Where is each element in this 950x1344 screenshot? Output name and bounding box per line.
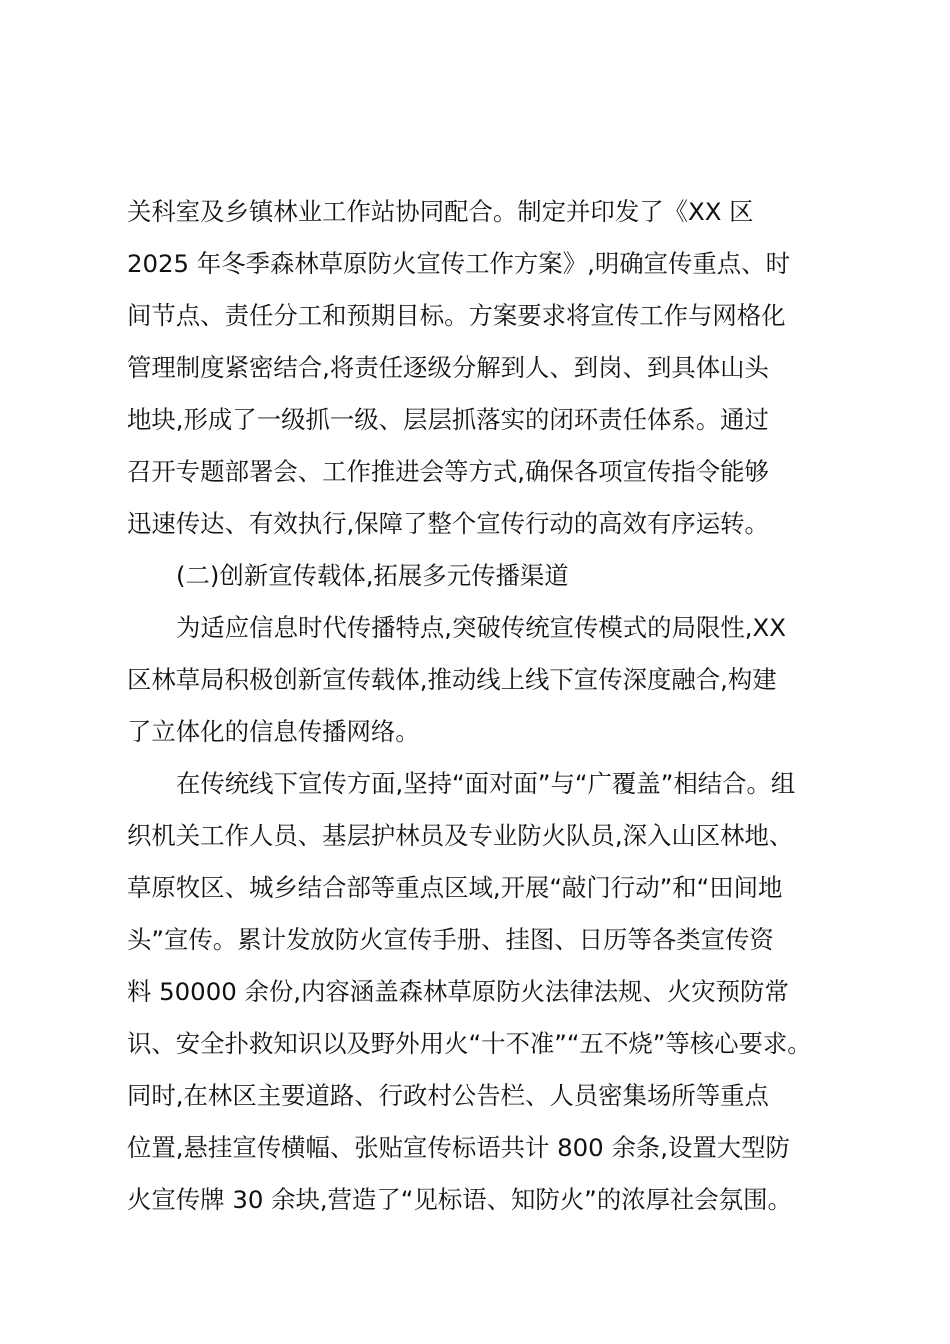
text-line: 草原牧区、城乡结合部等重点区域,开展“敲门行动”和“田间地 [127, 873, 783, 902]
text-line: 地块,形成了一级抓一级、层层抓落实的闭环责任体系。通过 [127, 405, 769, 434]
text-line: 迅速传达、有效执行,保障了整个宣传行动的高效有序运转。 [127, 509, 769, 538]
text-line: 火宣传牌 30 余块,营造了“见标语、知防火”的浓厚社会氛围。 [127, 1185, 792, 1214]
section-heading-text: (二)创新宣传载体,拓展多元传播渠道 [176, 561, 569, 590]
text-line: 召开专题部署会、工作推进会等方式,确保各项宣传指令能够 [127, 457, 769, 486]
text-line: 为适应信息时代传播特点,突破传统宣传模式的局限性,XX [176, 613, 786, 642]
text-line: 同时,在林区主要道路、行政村公告栏、人员密集场所等重点 [127, 1081, 769, 1110]
text-line: 2025 年冬季森林草原防火宣传工作方案》,明确宣传重点、时 [127, 249, 790, 278]
text-line: 头”宣传。累计发放防火宣传手册、挂图、日历等各类宣传资 [127, 925, 774, 954]
text-line: 了立体化的信息传播网络。 [127, 717, 420, 746]
paragraph-innovation-intro [127, 602, 823, 758]
paragraph-offline-publicity [127, 758, 823, 1226]
section-heading [127, 550, 823, 602]
text-line: 织机关工作人员、基层护林员及专业防火队员,深入山区林地、 [127, 821, 794, 850]
text-line: 识、安全扑救知识以及野外用火“十不准”“五不烧”等核心要求。 [127, 1029, 812, 1058]
text-line: 间节点、责任分工和预期目标。方案要求将宣传工作与网格化 [127, 301, 786, 330]
text-line: 区林草局积极创新宣传载体,推动线上线下宣传深度融合,构建 [127, 665, 777, 694]
text-line: 料 50000 余份,内容涵盖森林草原防火法律法规、火灾预防常 [127, 977, 789, 1006]
text-line: 在传统线下宣传方面,坚持“面对面”与“广覆盖”相结合。组 [176, 769, 796, 798]
document-body [127, 186, 823, 1226]
text-line: 管理制度紧密结合,将责任逐级分解到人、到岗、到具体山头 [127, 353, 769, 382]
paragraph-responsibility-system [127, 186, 823, 550]
text-line: 关科室及乡镇林业工作站协同配合。制定并印发了《XX 区 [127, 197, 754, 226]
text-line: 位置,悬挂宣传横幅、张贴宣传标语共计 800 余条,设置大型防 [127, 1133, 790, 1162]
